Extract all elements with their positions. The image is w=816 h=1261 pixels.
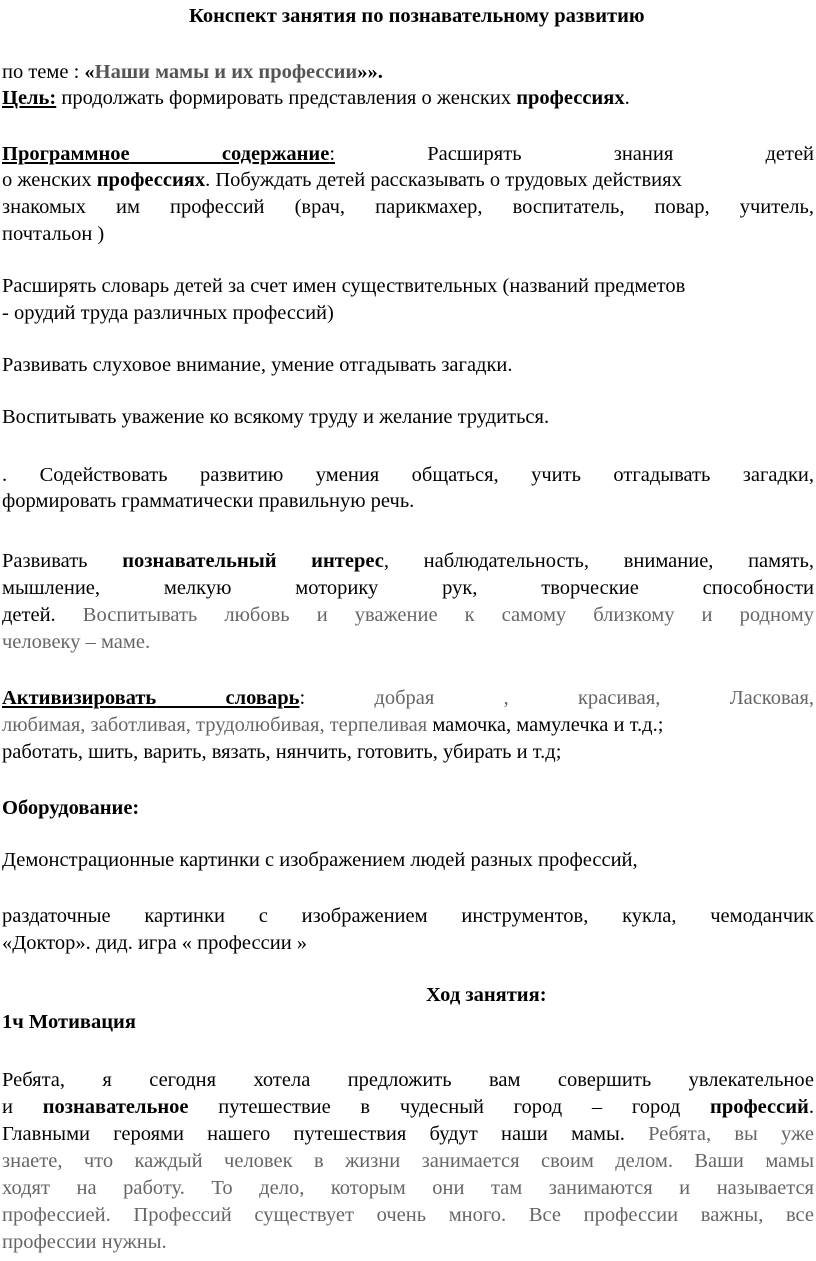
vocab-line-1: Расширять словарь детей за счет имен существительных (названий предметов: [2, 275, 686, 297]
activate-label: Активизировать словарь: [2, 687, 300, 709]
equipment-line-1: Демонстрационные картинки с изображением людей разных профессий,: [2, 849, 638, 871]
program-label: Программное содержание: [2, 143, 330, 165]
communication-line-2: формировать грамматически правильную речь.: [2, 490, 415, 512]
program-line-4: почтальон ): [2, 223, 105, 245]
intro-line-4: знаете, что каждый человек в жизни занимается своим делом. Ваши мамы: [2, 1150, 814, 1172]
equipment-heading: Оборудование:: [2, 797, 140, 819]
motivation-heading: 1ч Мотивация: [2, 1011, 136, 1033]
program-line-3: знакомых им профессий (врач, парикмахер, воспитатель, повар, учитель,: [2, 196, 814, 218]
intro-line-2: и познавательное путешествие в чудесный город – город профессий.: [2, 1096, 814, 1118]
attention-line: Развивать слуховое внимание, умение отгадывать загадки.: [2, 354, 513, 376]
goal-text: продолжать формировать представления о женских: [56, 87, 517, 109]
activate-line-3: работать, шить, варить, вязать, нянчить, готовить, убирать и т.д;: [2, 741, 562, 763]
course-heading: Ход занятия:: [426, 984, 547, 1006]
intro-line-1: Ребята, я сегодня хотела предложить вам совершить увлекательное: [2, 1069, 814, 1091]
intro-line-7: профессии нужны.: [2, 1231, 167, 1253]
interest-line-4: человеку – маме.: [2, 631, 151, 653]
goal-bold: профессиях: [516, 87, 625, 109]
activate-line-2: любимая, заботливая, трудолюбивая, терпеливая мамочка, мамулечка и т.д.;: [2, 714, 664, 736]
activate-line-1: Активизировать словарь: добрая , красивая, Ласковая,: [2, 687, 815, 709]
interest-line-1: Развивать познавательный интерес, наблюдательность, внимание, память,: [2, 550, 814, 572]
program-line-2: о женских профессиях. Побуждать детей рассказывать о трудовых действиях: [2, 169, 682, 191]
equipment-line-3: «Доктор». дид. игра « профессии »: [2, 932, 308, 954]
intro-line-6: профессией. Профессий существует очень много. Все профессии важны, все: [2, 1204, 814, 1226]
topic-line: [2, 58, 814, 86]
program-line-1: Программное содержание: Расширять знания детей: [2, 143, 815, 165]
equipment-line-2: раздаточные картинки с изображением инструментов, кукла, чемоданчик: [2, 905, 814, 927]
topic-open-quote: «: [84, 61, 95, 83]
intro-line-5: ходят на работу. То дело, которым они там занимаются и называется: [2, 1177, 814, 1199]
document-title: Конспект занятия по познавательному развитию: [189, 5, 645, 27]
goal-label: Цель:: [2, 87, 57, 109]
goal-line: Цель: продолжать формировать представления о женских профессиях.: [2, 87, 630, 109]
topic-name: Наши мамы и их профессии: [94, 61, 358, 83]
interest-line-3: детей. Воспитывать любовь и уважение к самому близкому и родному: [2, 604, 814, 626]
intro-line-3: Главными героями нашего путешествия будут наши мамы. Ребята, вы уже: [2, 1123, 815, 1145]
topic-close: »».: [357, 61, 383, 83]
topic-prefix: по теме :: [2, 61, 85, 83]
interest-line-2: мышление, мелкую моторику рук, творческие способности: [2, 577, 814, 599]
respect-line: Воспитывать уважение ко всякому труду и желание трудиться.: [2, 406, 550, 428]
vocab-line-2: - орудий труда различных профессий): [2, 302, 334, 324]
communication-line-1: . Содействовать развитию умения общаться, учить отгадывать загадки,: [2, 464, 814, 486]
